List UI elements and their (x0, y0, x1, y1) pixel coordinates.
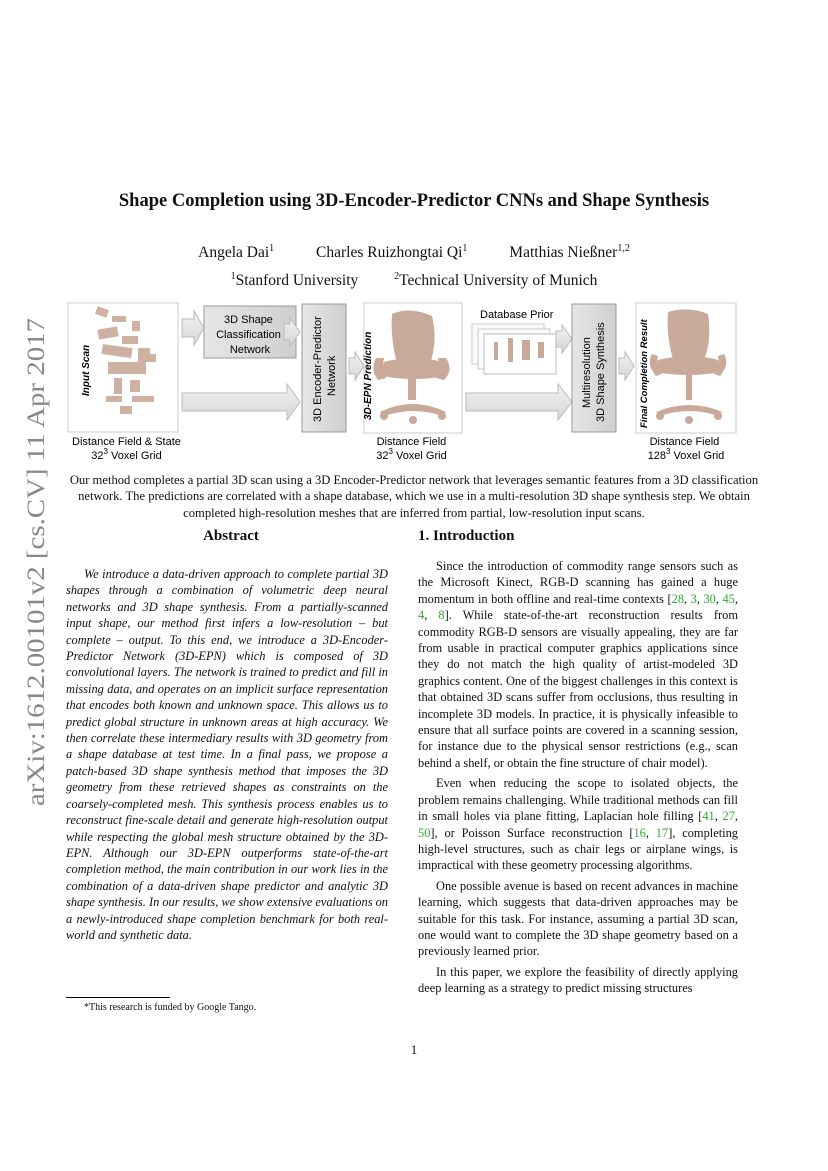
classification-box-line: 3D Shape (224, 314, 273, 326)
shape-synthesis-box (572, 304, 616, 432)
synthesis-box-line: 3D Shape Synthesis (595, 322, 607, 422)
intro-paragraph: Even when reducing the scope to isolated objects, the problem remains challenging. While traditional methods can fill in small holes via plane fitting, Laplacian hole filling [41, 27, 50], or Poisson Surface reconstruction [16, 17], completing high-level structures, such as chair legs or airplane wings, is impractical with these geometry processing algorithms. (418, 776, 738, 873)
database-shapes (472, 324, 556, 374)
citation-link[interactable]: 27 (722, 809, 735, 824)
abstract-text (66, 566, 388, 943)
author: Matthias Nießner$^{1,2}$ (509, 243, 630, 262)
citation-link[interactable]: 4 (418, 608, 425, 623)
author-list (0, 243, 828, 262)
arrow-icon (466, 384, 572, 420)
input-caption-line: Distance Field & State (72, 436, 181, 448)
citation-link[interactable]: 16 (633, 825, 646, 840)
intro-paragraph: Since the introduction of commodity range sensors such as the Microsoft Kinect, RGB-D scanning has gained a huge momentum in both offline and real-time contexts [28, 3, 30, 45, 4, 8]. While state-of-the-art reconstruction results from commodity RGB-D sensors are visually appealing, they are far from usable in practical computer graphics applications since they do not match the high quality of artist-modeled 3D graphics content. One of the biggest challenges in this context is that obtained 3D scans suffer from occlusions, thus resulting in incomplete 3D models. In practice, it is physically infeasible to ensure that all surface points are covered in a scanning session, for instance due to the physical sensor restrictions (e.g., scan behind a shelf, or obtain the fine structure of chair model). (418, 559, 739, 770)
affiliations (0, 271, 828, 290)
encoder-predictor-box (302, 304, 346, 432)
footnote-rule (66, 997, 170, 998)
pipeline-figure (62, 296, 762, 466)
encoder-box-line: Network (326, 355, 338, 396)
intro-heading: 1. Introduction (418, 528, 515, 544)
paper-title: Shape Completion using 3D-Encoder-Predictor CNNs and Shape Synthesis (118, 191, 710, 211)
abstract-heading: Abstract (203, 528, 259, 544)
figure-caption: Our method completes a partial 3D scan using a 3D Encoder-Predictor network that leverages semantic features from a 3D classification network. The predictions are correlated with a shape database, which we use in a multi-resolution 3D shape synthesis step. We obtain completed high-resolution meshes that are inferred from partial, low-resolution input scans. (69, 473, 759, 520)
page-number: 1 (410, 1042, 418, 1057)
arxiv-stamp-text: arXiv:1612.00101v2 [cs.CV] 11 Apr 2017 (23, 383, 50, 806)
encoder-box-line: 3D Encoder-Predictor (312, 316, 324, 422)
arrow-icon (619, 352, 634, 380)
citation-link[interactable]: 50 (418, 825, 431, 840)
arrow-icon (556, 325, 572, 353)
author: Charles Ruizhongtai Qi$^1$ (316, 243, 468, 262)
citation-link[interactable]: 41 (702, 809, 715, 824)
footnote: *This research is funded by Google Tango. (84, 1002, 257, 1013)
citation-link[interactable]: 28 (671, 591, 685, 606)
svg-text:Distance Field & State 3: Distance Field & State $32^3$ Voxel Grid Distance Field $32^3$ Voxel Grid Distance Field $128^3$ Voxel Grid (72, 436, 725, 462)
citation-link[interactable]: 17 (655, 825, 669, 840)
intro-paragraph: In this paper, we explore the feasibility of directly applying deep learning as a strategy to predict missing structures (418, 964, 738, 996)
intro-text (418, 558, 738, 1001)
arrow-icon (349, 352, 364, 380)
intro-paragraph: One possible avenue is based on recent advances in machine learning, which suggests that data-driven approaches may be suitable for this task. For instance, assuming a partial 3D scan, one would want to complete the 3D shape geometry based on a previously learned prior. (418, 878, 738, 959)
affiliation: $^1$Stanford University (230, 271, 359, 290)
input-scan-label: Input Scan (81, 344, 92, 396)
final-caption-line: Distance Field (649, 436, 720, 448)
final-result-label: Final Completion Result (639, 319, 650, 428)
arxiv-stamp (12, 318, 52, 806)
prediction-label: 3D-EPN Prediction (363, 331, 374, 420)
classification-box-line: Network (229, 344, 271, 356)
author: Angela Dai$^1$ (198, 243, 275, 262)
citation-link[interactable]: 3 (690, 591, 697, 606)
citation-link[interactable]: 30 (703, 591, 716, 606)
database-prior-label: Database Prior (480, 309, 554, 321)
synthesis-box-line: Multiresolution (581, 337, 593, 408)
citation-link[interactable]: 45 (722, 591, 735, 606)
arrow-icon (182, 311, 204, 345)
abstract-paragraph: We introduce a data-driven approach to complete partial 3D shapes through a combination of volumetric deep neural networks and 3D shape synthesis. From a partially-scanned input shape, our method first infers a low-resolution – but complete – output. To this end, we introduce a 3D-Encoder-Predictor Network (3D-EPN) which is composed of 3D convolutional layers. The network is trained to predict and fill in missing data, and operates on an implicit surface representation that encodes both known and unknown space. This allows us to predict global structure in unknown areas at high accuracy. We then correlate these intermediary results with 3D geometry from a shape database at test time. In a final pass, we propose a patch-based 3D shape synthesis method that imposes the 3D geometry from these retrieved shapes as constraints on the coarsely-completed mesh. This synthesis process enables us to reconstruct fine-scale detail and generate high-resolution output while respecting the global mesh structure obtained by the 3D-EPN. Although our 3D-EPN outperforms state-of-the-art completion method, the main contribution in our work lies in the combination of a data-driven shape predictor and analytic 3D shape synthesis. In our results, we show extensive evaluations on a newly-introduced shape completion benchmark for both real-world and synthetic data. (66, 567, 388, 942)
prediction-caption-line: Distance Field (376, 436, 447, 448)
affiliation: $^2$Technical University of Munich (394, 271, 598, 290)
citation-link[interactable]: 8 (438, 608, 445, 623)
classification-box-line: Classification (216, 329, 281, 341)
arrow-icon (182, 384, 300, 420)
